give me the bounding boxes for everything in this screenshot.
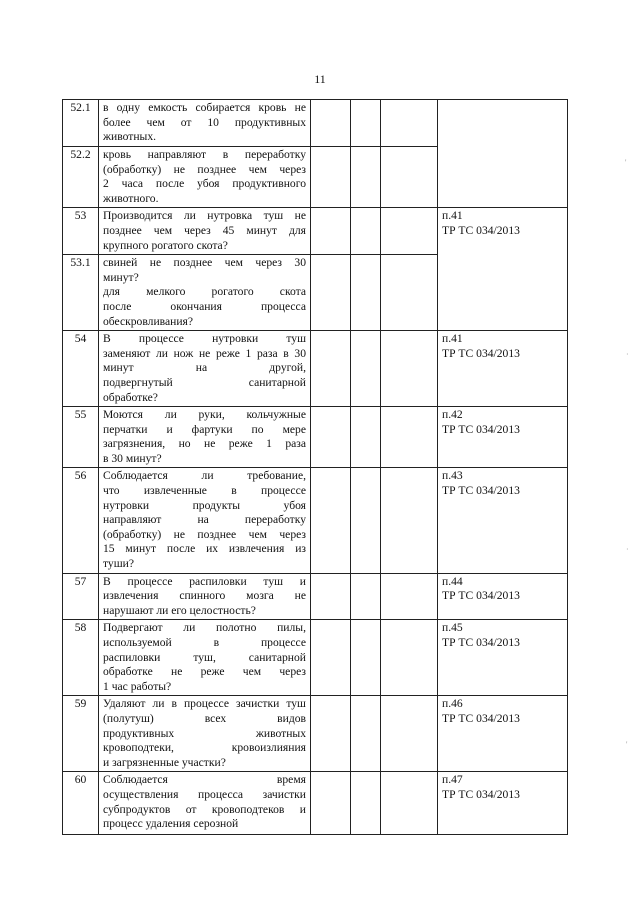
reference-line: п.41 — [442, 209, 463, 223]
answer-no-cell — [351, 331, 381, 407]
table-row — [63, 407, 568, 468]
answer-yes-cell — [311, 255, 351, 331]
requirement-line: 2 часа после убоя продуктивного — [103, 177, 306, 191]
requirement-line: животных. — [103, 130, 157, 144]
requirement-line: 15 минут после их извлечения из — [103, 542, 306, 556]
requirement-line: обескровливания? — [103, 314, 194, 328]
requirement-line: загрязнения, но не реже 1 раза — [103, 437, 306, 451]
row-number: 54 — [63, 331, 99, 407]
reference-cell — [438, 468, 568, 573]
answer-na-cell — [381, 147, 438, 208]
checklist-table — [62, 99, 568, 835]
reference-line: п.46 — [442, 697, 463, 711]
reference-line: ТР ТС 034/2013 — [442, 589, 520, 603]
answer-na-cell — [381, 772, 438, 835]
answer-no-cell — [351, 468, 381, 573]
requirement-line: распиловки туш, санитарной — [103, 650, 306, 664]
reference-cell — [438, 331, 568, 407]
table-row — [63, 331, 568, 407]
requirement-line: животного. — [103, 191, 159, 205]
answer-na-cell — [381, 255, 438, 331]
answer-yes-cell — [311, 331, 351, 407]
table-row — [63, 468, 568, 573]
requirement-line: Удаляют ли в процессе зачистки туш — [103, 697, 306, 711]
requirement-line: процесс удаления серозной — [103, 817, 239, 831]
requirement-line: Соблюдается время — [103, 773, 306, 787]
table-row — [63, 100, 568, 147]
requirement-line: В процессе нутровки туш — [103, 332, 306, 346]
row-number: 60 — [63, 772, 99, 835]
requirement-line: извлечения спинного мозга не — [103, 589, 306, 603]
requirement-text — [99, 331, 311, 407]
reference-line: ТР ТС 034/2013 — [442, 484, 520, 498]
table-row — [63, 208, 568, 255]
answer-yes-cell — [311, 772, 351, 835]
scan-mark: ' — [626, 740, 628, 749]
answer-no-cell — [351, 573, 381, 620]
row-number: 58 — [63, 620, 99, 696]
reference-line: ТР ТС 034/2013 — [442, 346, 520, 360]
row-number: 53 — [63, 208, 99, 255]
requirement-text — [99, 620, 311, 696]
requirement-line: в 30 минут? — [103, 451, 162, 465]
row-number: 53.1 — [63, 255, 99, 331]
reference-cell — [438, 573, 568, 620]
reference-line: п.42 — [442, 408, 463, 422]
answer-no-cell — [351, 208, 381, 255]
requirement-line: (обработку) не позднее чем через — [103, 162, 306, 176]
answer-yes-cell — [311, 696, 351, 772]
requirement-text — [99, 407, 311, 468]
answer-no-cell — [351, 772, 381, 835]
requirement-text — [99, 573, 311, 620]
reference-cell — [438, 407, 568, 468]
answer-na-cell — [381, 331, 438, 407]
requirement-line: (полутуш) всех видов — [103, 711, 306, 725]
answer-no-cell — [351, 147, 381, 208]
requirement-line: позднее чем через 45 минут для — [103, 223, 306, 237]
requirement-line: минут? — [103, 270, 139, 284]
requirement-line: кровоподтеки, кровоизлияния — [103, 741, 306, 755]
requirement-line: и загрязненные участки? — [103, 755, 226, 769]
answer-no-cell — [351, 407, 381, 468]
reference-line: п.43 — [442, 469, 463, 483]
answer-yes-cell — [311, 147, 351, 208]
requirement-text — [99, 696, 311, 772]
answer-no-cell — [351, 100, 381, 147]
requirement-line: В процессе распиловки туш и — [103, 574, 306, 588]
answer-no-cell — [351, 696, 381, 772]
scan-mark: ' — [625, 158, 627, 167]
answer-na-cell — [381, 620, 438, 696]
requirement-line: минут на другой, — [103, 361, 306, 375]
requirement-line: заменяют ли нож не реже 1 раза в 30 — [103, 346, 306, 360]
answer-yes-cell — [311, 208, 351, 255]
page-number: 11 — [314, 72, 326, 86]
reference-line: ТР ТС 034/2013 — [442, 422, 520, 436]
requirement-line: продуктивных животных — [103, 726, 306, 740]
answer-na-cell — [381, 208, 438, 255]
requirement-line: нарушают ли его целостность? — [103, 603, 256, 617]
requirement-line: Производится ли нутровка туш не — [103, 209, 306, 223]
requirement-text — [99, 147, 311, 208]
requirement-line: кровь направляют в переработку — [103, 148, 306, 161]
requirement-line: свиней не позднее чем через 30 — [103, 256, 306, 270]
reference-cell — [438, 620, 568, 696]
row-number: 56 — [63, 468, 99, 573]
answer-na-cell — [381, 696, 438, 772]
requirement-text — [99, 772, 311, 835]
requirement-line: (обработку) не позднее чем через — [103, 527, 306, 541]
requirement-line: в одну емкость собирается кровь не — [103, 101, 306, 114]
table-row — [63, 696, 568, 772]
requirement-line: Подвергают ли полотно пилы, — [103, 621, 306, 635]
requirement-line: направляют на переработку — [103, 513, 306, 527]
answer-na-cell — [381, 407, 438, 468]
requirement-text — [99, 208, 311, 255]
requirement-line: субпродуктов от кровоподтеков и — [103, 802, 306, 816]
answer-na-cell — [381, 100, 438, 147]
requirement-line: подвергнутый санитарной — [103, 375, 306, 389]
table-row — [63, 772, 568, 835]
row-number: 52.1 — [63, 100, 99, 147]
requirement-line: более чем от 10 продуктивных — [103, 115, 306, 129]
answer-na-cell — [381, 573, 438, 620]
requirement-line: крупного рогатого скота? — [103, 238, 228, 252]
reference-line: п.47 — [442, 773, 463, 787]
requirement-line: 1 час работы? — [103, 679, 172, 693]
reference-line: ТР ТС 034/2013 — [442, 787, 520, 801]
requirement-line: Моются ли руки, кольчужные — [103, 408, 306, 422]
answer-no-cell — [351, 620, 381, 696]
reference-cell — [438, 208, 568, 331]
reference-line: п.41 — [442, 332, 463, 346]
table-row — [63, 573, 568, 620]
row-number: 59 — [63, 696, 99, 772]
scan-mark: · — [626, 350, 629, 359]
requirement-text — [99, 255, 311, 331]
reference-line: п.45 — [442, 621, 463, 635]
requirement-line: перчатки и фартуки по мере — [103, 422, 306, 436]
requirement-text — [99, 468, 311, 573]
answer-yes-cell — [311, 573, 351, 620]
row-number: 55 — [63, 407, 99, 468]
reference-cell — [438, 100, 568, 208]
row-number: 52.2 — [63, 147, 99, 208]
answer-yes-cell — [311, 100, 351, 147]
requirement-line: используемой в процессе — [103, 636, 306, 649]
reference-cell — [438, 772, 568, 835]
requirement-line: обработке не реже чем через — [103, 665, 306, 679]
requirement-line: после окончания процесса — [103, 299, 306, 313]
answer-yes-cell — [311, 620, 351, 696]
requirement-text — [99, 100, 311, 147]
reference-line: ТР ТС 034/2013 — [442, 636, 520, 649]
answer-no-cell — [351, 255, 381, 331]
reference-line: ТР ТС 034/2013 — [442, 223, 520, 237]
requirement-line: осуществления процесса зачистки — [103, 787, 306, 801]
requirement-line: нутровки продукты убоя — [103, 498, 306, 512]
reference-line: п.44 — [442, 574, 463, 588]
requirement-line: для мелкого рогатого скота — [103, 285, 306, 299]
reference-cell — [438, 696, 568, 772]
requirement-line: Соблюдается ли требование, — [103, 469, 306, 483]
reference-line: ТР ТС 034/2013 — [442, 711, 520, 725]
requirement-line: обработке? — [103, 390, 158, 404]
table-row — [63, 620, 568, 696]
row-number: 57 — [63, 573, 99, 620]
requirement-line: туши? — [103, 557, 134, 571]
answer-yes-cell — [311, 407, 351, 468]
answer-na-cell — [381, 468, 438, 573]
answer-yes-cell — [311, 468, 351, 573]
scan-mark: · — [626, 545, 629, 554]
requirement-line: что извлеченные в процессе — [103, 484, 306, 498]
